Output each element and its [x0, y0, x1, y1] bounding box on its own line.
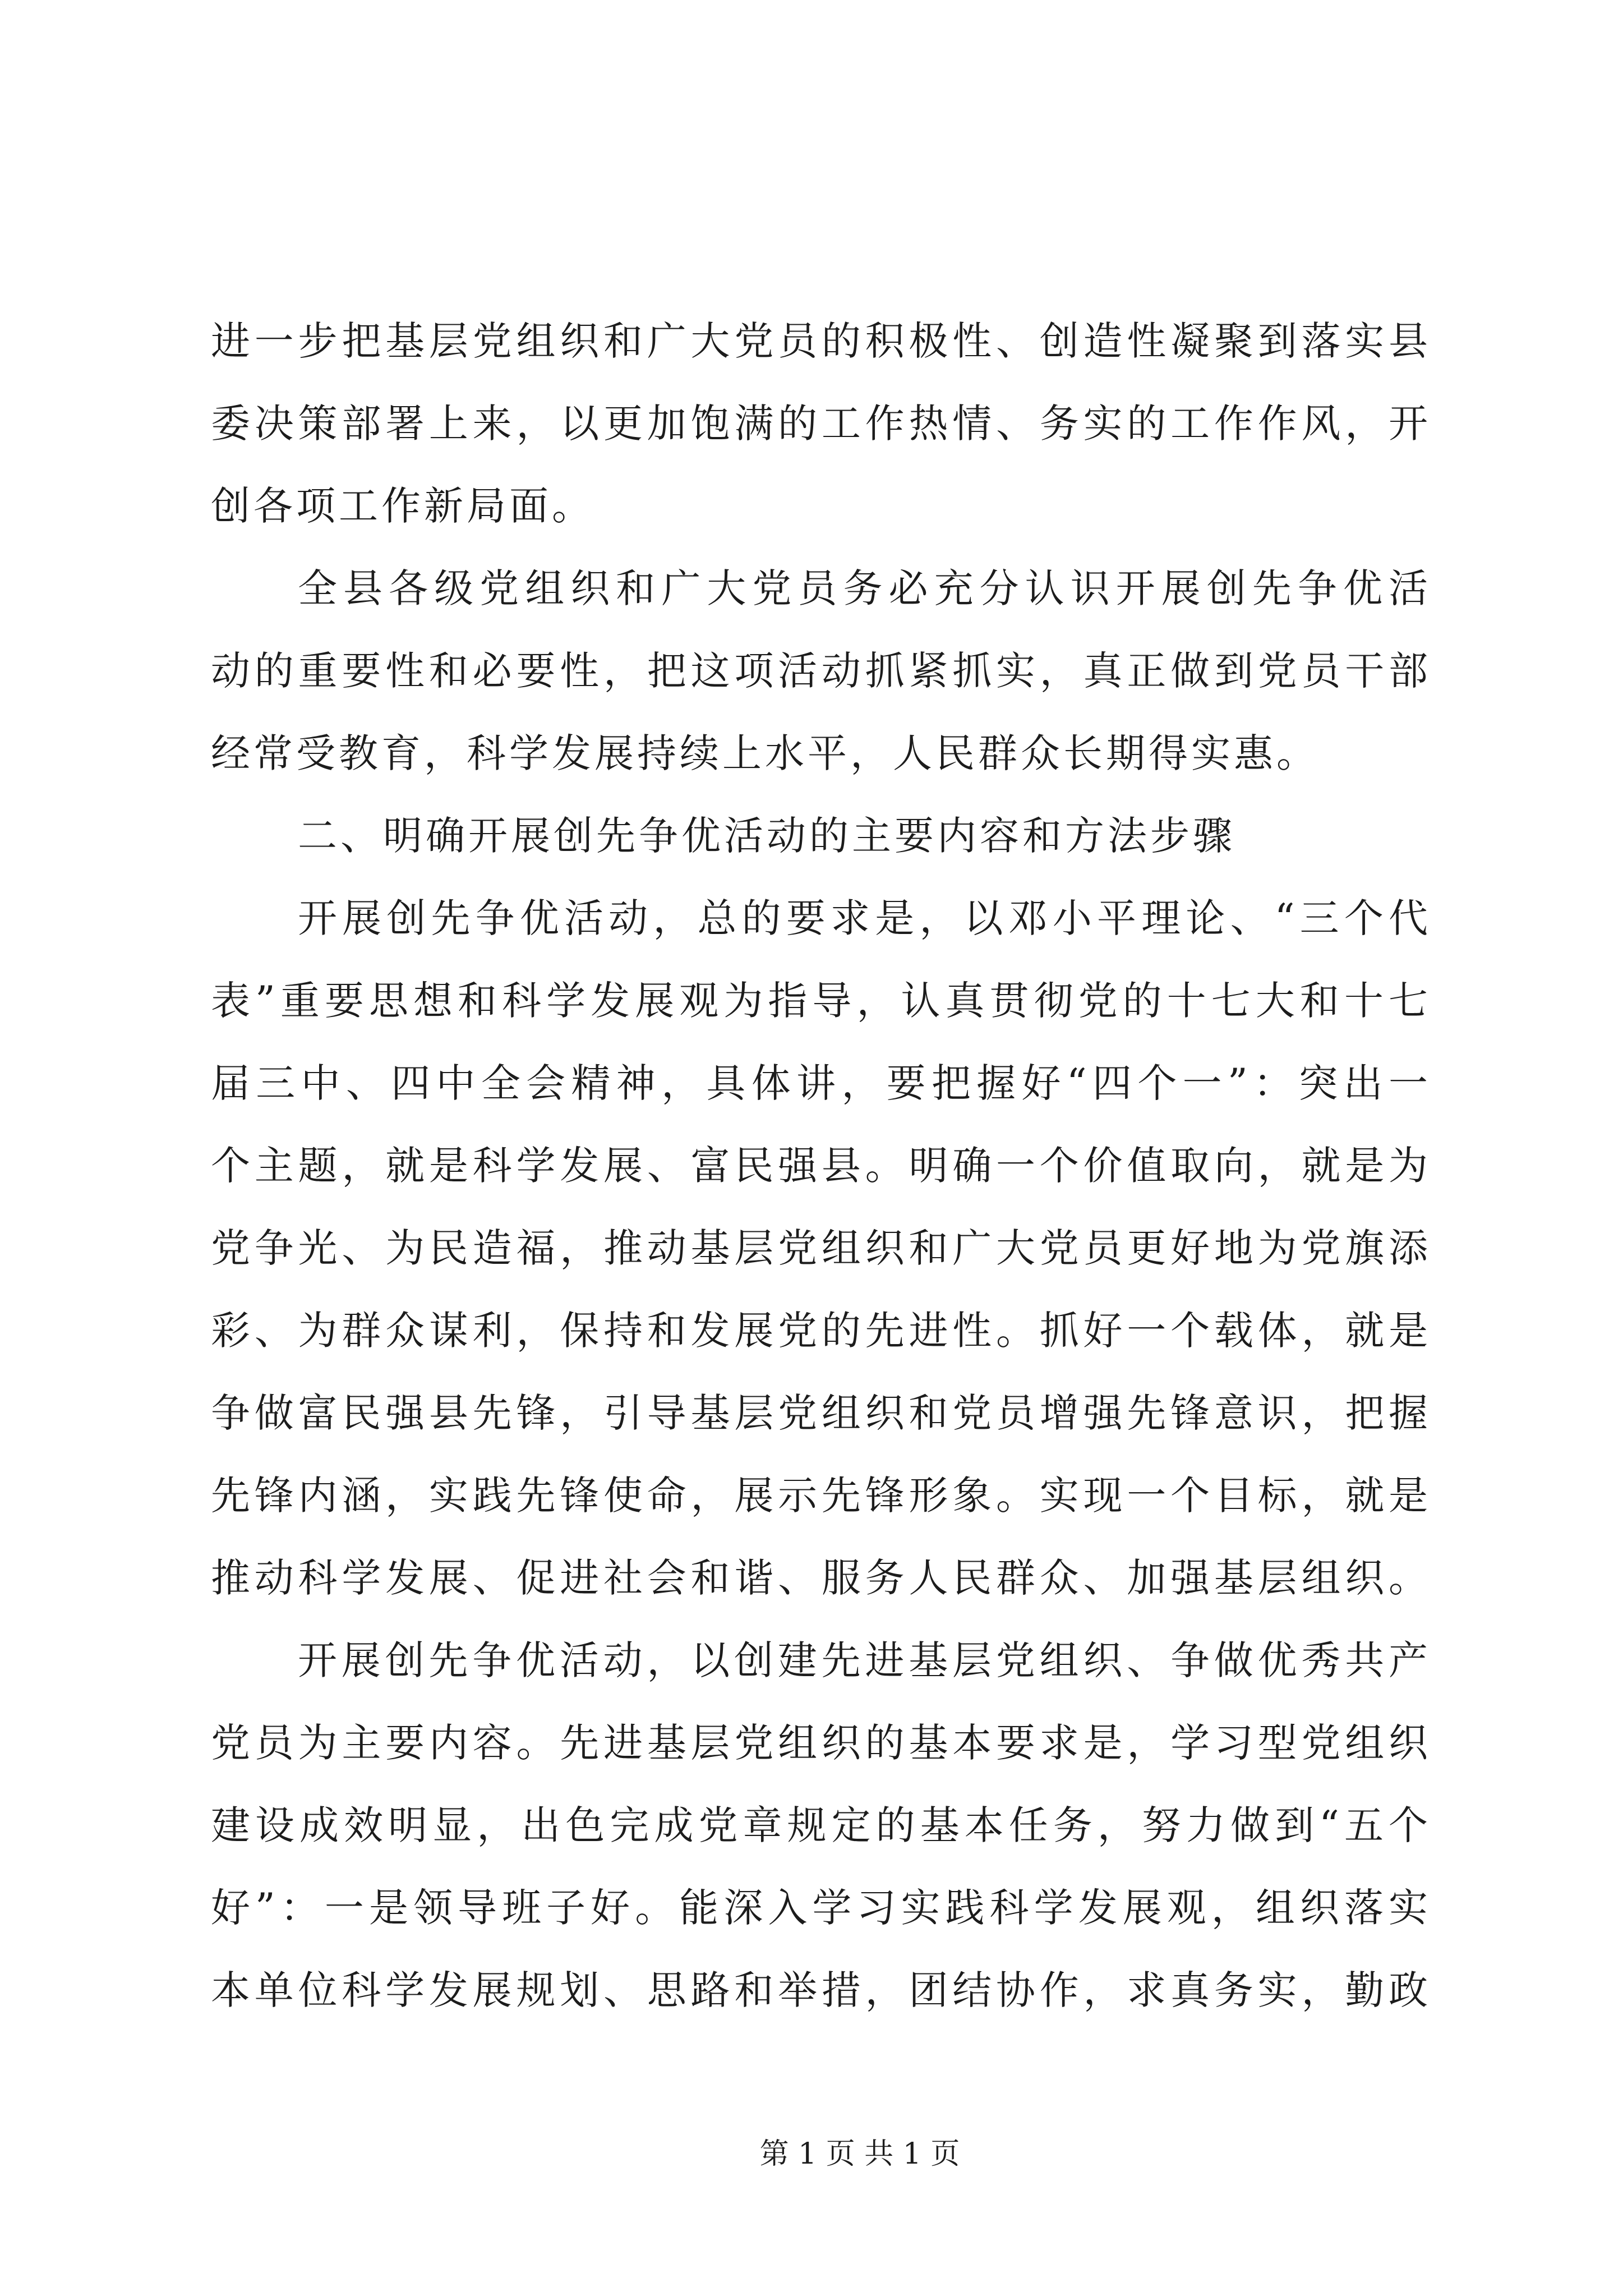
text-line: 彩、为群众谋利，保持和发展党的先进性。抓好一个载体，就是: [211, 1308, 1431, 1354]
text-line: 全县各级党组织和广大党员务必充分认识开展创先争优活: [298, 565, 1431, 611]
text-line: 经常受教育，科学发展持续上水平，人民群众长期得实惠。: [211, 730, 1319, 776]
text-line: 推动科学发展、促进社会和谐、服务人民群众、加强基层组织。: [211, 1555, 1431, 1601]
text-line: 届三中、四中全会精神，具体讲，要把握好“四个一”：突出一: [211, 1060, 1431, 1106]
page-footer: 第 1 页 共 1 页: [759, 2137, 960, 2171]
text-line: 本单位科学发展规划、思路和举措，团结协作，求真务实，勤政: [211, 1967, 1431, 2013]
text-line: 创各项工作新局面。: [211, 483, 594, 529]
text-line: 党员为主要内容。先进基层党组织的基本要求是，学习型党组织: [211, 1720, 1431, 1766]
text-line: 进一步把基层党组织和广大党员的积极性、创造性凝聚到落实县: [211, 318, 1431, 364]
section-heading: 二、明确开展创先争优活动的主要内容和方法步骤: [298, 813, 1235, 859]
text-line: 个主题，就是科学发展、富民强县。明确一个价值取向，就是为: [211, 1143, 1431, 1189]
text-line: 开展创先争优活动，以创建先进基层党组织、争做优秀共产: [298, 1637, 1431, 1683]
text-line: 建设成效明显，出色完成党章规定的基本任务，努力做到“五个: [211, 1802, 1431, 1848]
text-line: 先锋内涵，实践先锋使命，展示先锋形象。实现一个目标，就是: [211, 1473, 1431, 1519]
text-line: 党争光、为民造福，推动基层党组织和广大党员更好地为党旗添: [211, 1225, 1431, 1271]
document-body: [211, 300, 1431, 2032]
text-line: 开展创先争优活动，总的要求是，以邓小平理论、“三个代: [298, 895, 1431, 941]
text-line: 委决策部署上来，以更加饱满的工作热情、务实的工作作风，开: [211, 401, 1431, 447]
text-line: 表”重要思想和科学发展观为指导，认真贯彻党的十七大和十七: [211, 978, 1431, 1024]
text-line: 争做富民强县先锋，引导基层党组织和党员增强先锋意识，把握: [211, 1390, 1431, 1436]
text-line: 好”：一是领导班子好。能深入学习实践科学发展观，组织落实: [211, 1885, 1431, 1931]
text-line: 动的重要性和必要性，把这项活动抓紧抓实，真正做到党员干部: [211, 648, 1431, 694]
